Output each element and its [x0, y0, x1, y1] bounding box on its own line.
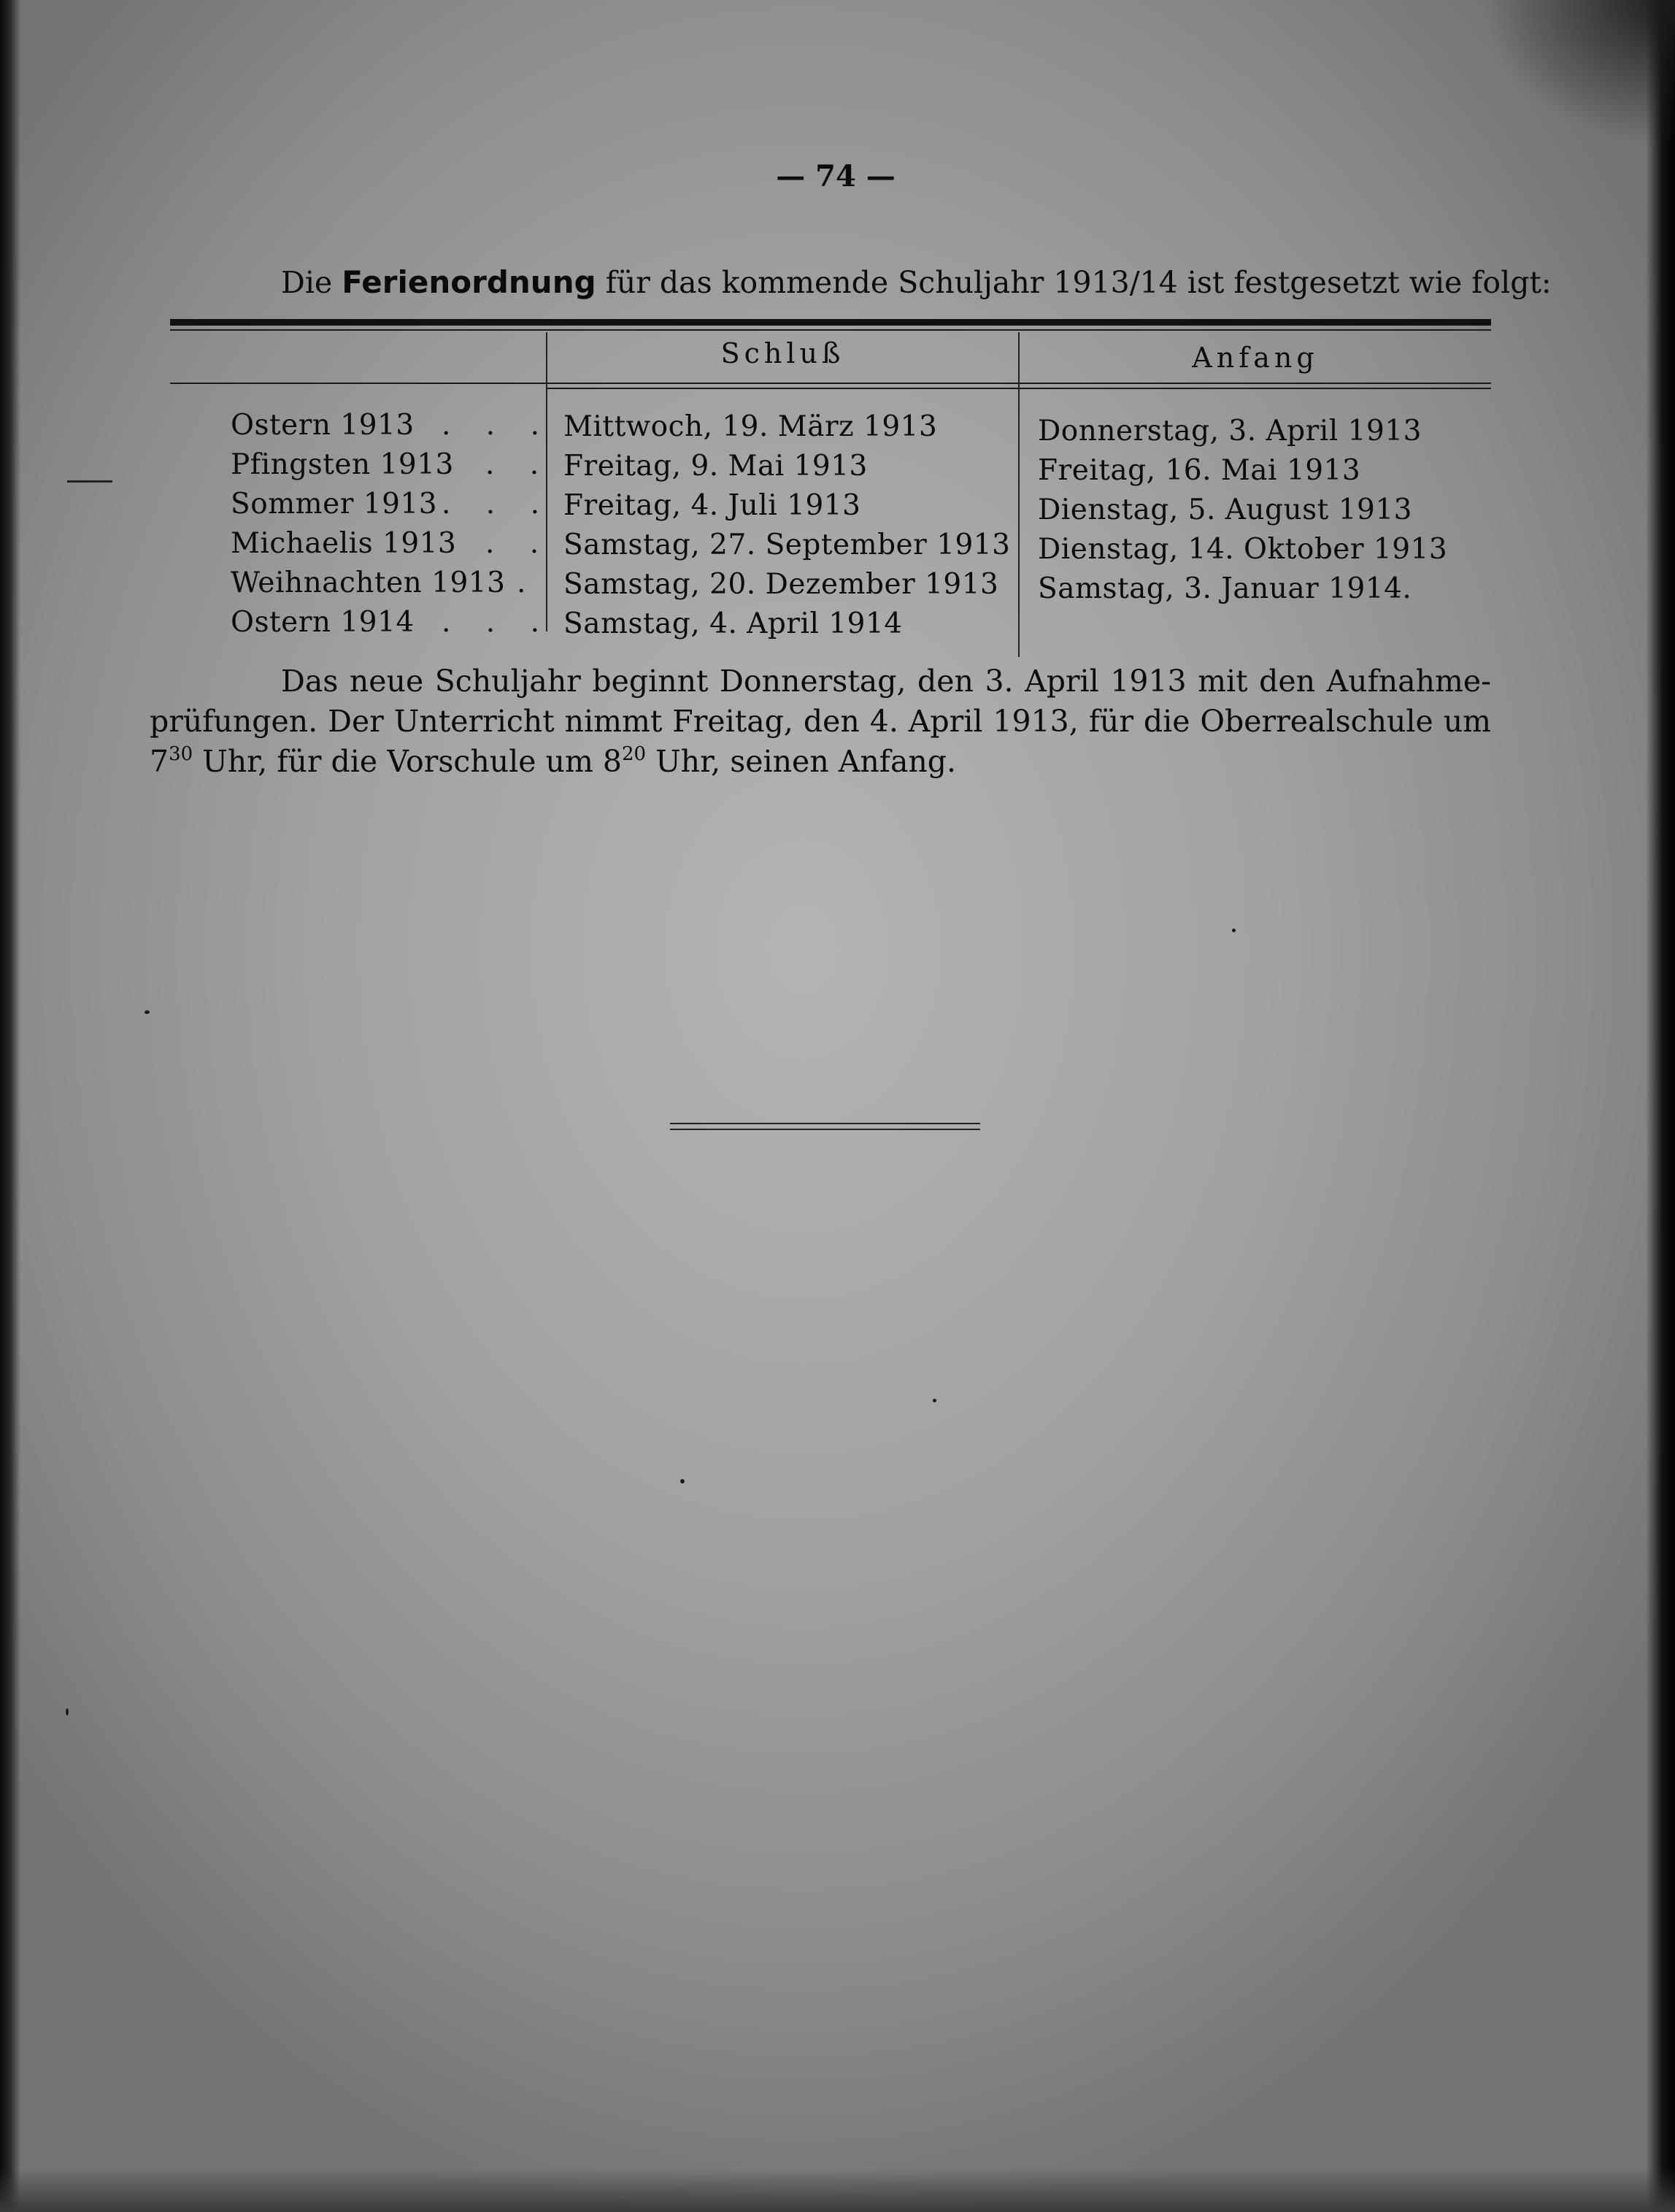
table-top-rule: [170, 319, 1491, 326]
column-header-schluss: Schluß: [720, 337, 845, 369]
table-row-schluss: Samstag, 27. September 1913: [563, 529, 1011, 561]
time-1-main: 7: [150, 744, 169, 779]
paragraph-line-2: prüfungen. Der Unterricht nimmt Freitag, den 4. April 1913, für die Oberrealschule um: [150, 704, 1491, 739]
end-rule-bottom: [670, 1129, 980, 1130]
time-2-sup: 20: [621, 743, 647, 765]
intro-sentence: [281, 264, 1552, 300]
table-header-rule-1: [170, 383, 1491, 384]
schedule-paragraph: [150, 661, 1491, 782]
table-row-dots: . .: [485, 527, 552, 560]
paper-speck: [1232, 929, 1236, 932]
margin-mark: [67, 480, 112, 483]
table-row-anfang: Dienstag, 14. Oktober 1913: [1038, 533, 1448, 566]
paragraph-line-3-b: Uhr, seinen Anfang.: [646, 744, 957, 779]
scan-edge-right: [1646, 0, 1675, 2212]
table-row-dots: . .: [485, 448, 552, 481]
table-row-ferien: Michaelis 1913: [231, 527, 457, 560]
time-1-sup: 30: [169, 743, 193, 765]
paper-speck: [66, 1708, 69, 1716]
table-row-schluss: Mittwoch, 19. März 1913: [563, 410, 938, 443]
paper-speck: [680, 1479, 685, 1483]
scan-edge-left: [0, 0, 20, 2212]
page-number: — 74 —: [776, 159, 896, 193]
table-row-ferien: Sommer 1913: [231, 488, 438, 521]
table-row-dots: . . .: [442, 606, 552, 639]
intro-prefix: Die: [281, 265, 333, 300]
paragraph-line-3: [150, 742, 1491, 782]
scan-edge-bottom: [0, 2168, 1675, 2212]
table-row-schluss: Freitag, 4. Juli 1913: [563, 489, 861, 522]
intro-suffix: für das kommende Schuljahr 1913/14 ist festgesetzt wie folgt:: [605, 265, 1552, 300]
table-row-anfang: Samstag, 3. Januar 1914.: [1038, 572, 1412, 605]
paragraph-line-3-a: Uhr, für die Vorschule um: [193, 744, 603, 779]
paragraph-line-1: Das neue Schuljahr beginnt Donnerstag, den 3. April 1913 mit den Aufnahme-: [281, 664, 1491, 699]
table-row-dots: .: [517, 567, 539, 599]
table-row-schluss: Samstag, 4. April 1914: [563, 607, 903, 640]
paper-speck: [933, 1399, 936, 1402]
table-row-schluss: Samstag, 20. Dezember 1913: [563, 568, 999, 601]
table-row-dots: . . .: [442, 409, 552, 442]
intro-bold-title: Ferienordnung: [342, 264, 596, 300]
paper-speck: [145, 1010, 150, 1014]
table-divider-1: [546, 332, 547, 631]
table-row-anfang: Donnerstag, 3. April 1913: [1038, 415, 1422, 448]
scan-shadow-top-right: [1485, 0, 1675, 146]
table-row-ferien: Pfingsten 1913: [231, 448, 454, 481]
time-2-main: 8: [602, 744, 622, 779]
end-rule-top: [670, 1123, 980, 1124]
column-header-anfang: Anfang: [1192, 342, 1319, 374]
table-top-rule-thin: [170, 329, 1491, 331]
table-row-dots: . . .: [442, 488, 552, 521]
table-row-ferien: Ostern 1913: [231, 409, 415, 442]
table-row-ferien: Ostern 1914: [231, 606, 415, 639]
table-divider-2: [1018, 332, 1020, 657]
table-row-anfang: Dienstag, 5. August 1913: [1038, 494, 1412, 526]
table-row-anfang: Freitag, 16. Mai 1913: [1038, 454, 1361, 487]
table-row-schluss: Freitag, 9. Mai 1913: [563, 450, 868, 483]
table-row-ferien: Weihnachten 1913: [231, 567, 506, 599]
